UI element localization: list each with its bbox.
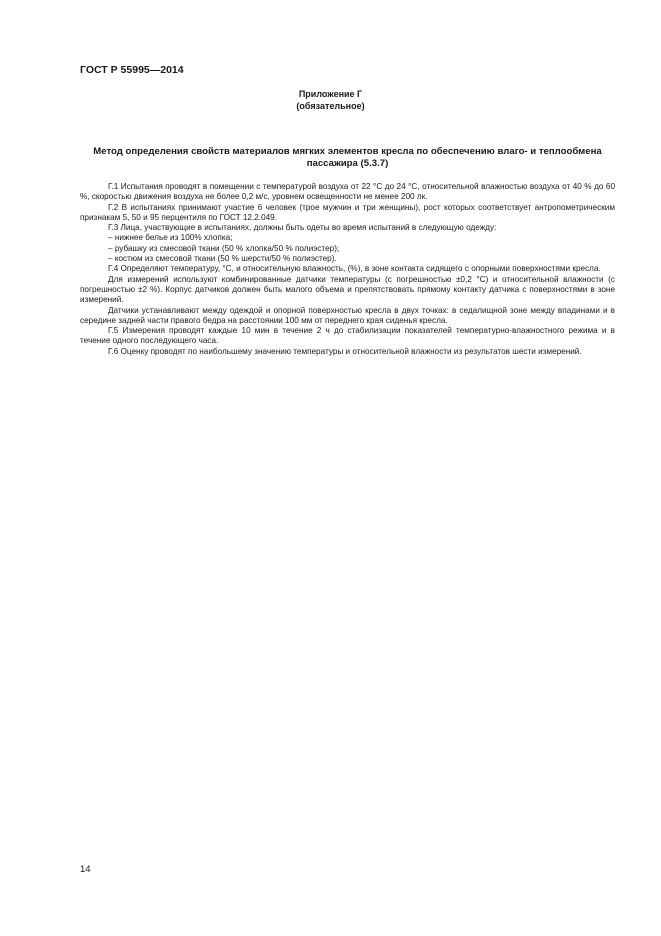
paragraph: Г.5 Измерения проводят каждые 10 мин в течение 2 ч до стабилизации показателей температурно-влажностного режима и в течение одного последующего часа. [80,326,615,346]
paragraph: Г.3 Лица, участвующие в испытаниях, должны быть одеты во время испытаний в следующую одежду: [108,223,497,233]
list-item: – рубашку из смесовой ткани (50 % хлопка/50 % полиэстер); [108,243,340,253]
document-body [80,182,615,357]
appendix-status: (обязательное) [296,101,365,111]
paragraph: Г.1 Испытания проводят в помещении с температурой воздуха от 22 °C до 24 °C, относительной влажностью воздуха от 40 % до 60 %, скоростью движения воздуха не более 0,2 м/с, уровнем освещенности не менее 200 лк. [80,182,615,202]
standard-header: ГОСТ Р 55995—2014 [80,64,184,76]
paragraph: Для измерений используют комбинированные датчики температуры (с погрешностью ±0,2 °C) и относительной влажности (с погрешностью ±2 %). Корпус датчиков должен быть малого объема и препятствовать прямому контакту датчика с поверхностями в зоне измерений. [80,274,615,305]
list-item: – костюм из смесовой ткани (50 % шерсти/50 % полиэстер). [108,254,337,264]
list-item: – нижнее белье из 100% хлопка; [108,233,233,243]
appendix-title: Приложение Г [298,89,363,99]
paragraph: Датчики устанавливают между одеждой и опорной поверхностью кресла в двух точках: в седалищной зоне между впадинами и в середине задней части правого бедра на расстоянии 100 мм от переднего края сиденья кресла. [80,305,615,325]
paragraph: Г.2 В испытаниях принимают участие 6 человек (трое мужчин и три женщины), рост которых соответствует антропометрическим признакам 5, 50 и 95 перцентиля по ГОСТ 12.2.049. [80,202,615,222]
page-number: 14 [80,864,91,875]
paragraph: Г.6 Оценку проводят по наибольшему значению температуры и относительной влажности из результатов шести измерений. [108,346,582,356]
appendix-heading [0,88,661,112]
paragraph: Г.4 Определяют температуру, °C, и относительную влажность, (%), в зоне контакта сидящего с опорными поверхностями кресла. [108,264,601,274]
section-title: Метод определения свойств материалов мягких элементов кресла по обеспечению влаго- и теплообмена пассажира (5.3.7) [93,146,602,169]
